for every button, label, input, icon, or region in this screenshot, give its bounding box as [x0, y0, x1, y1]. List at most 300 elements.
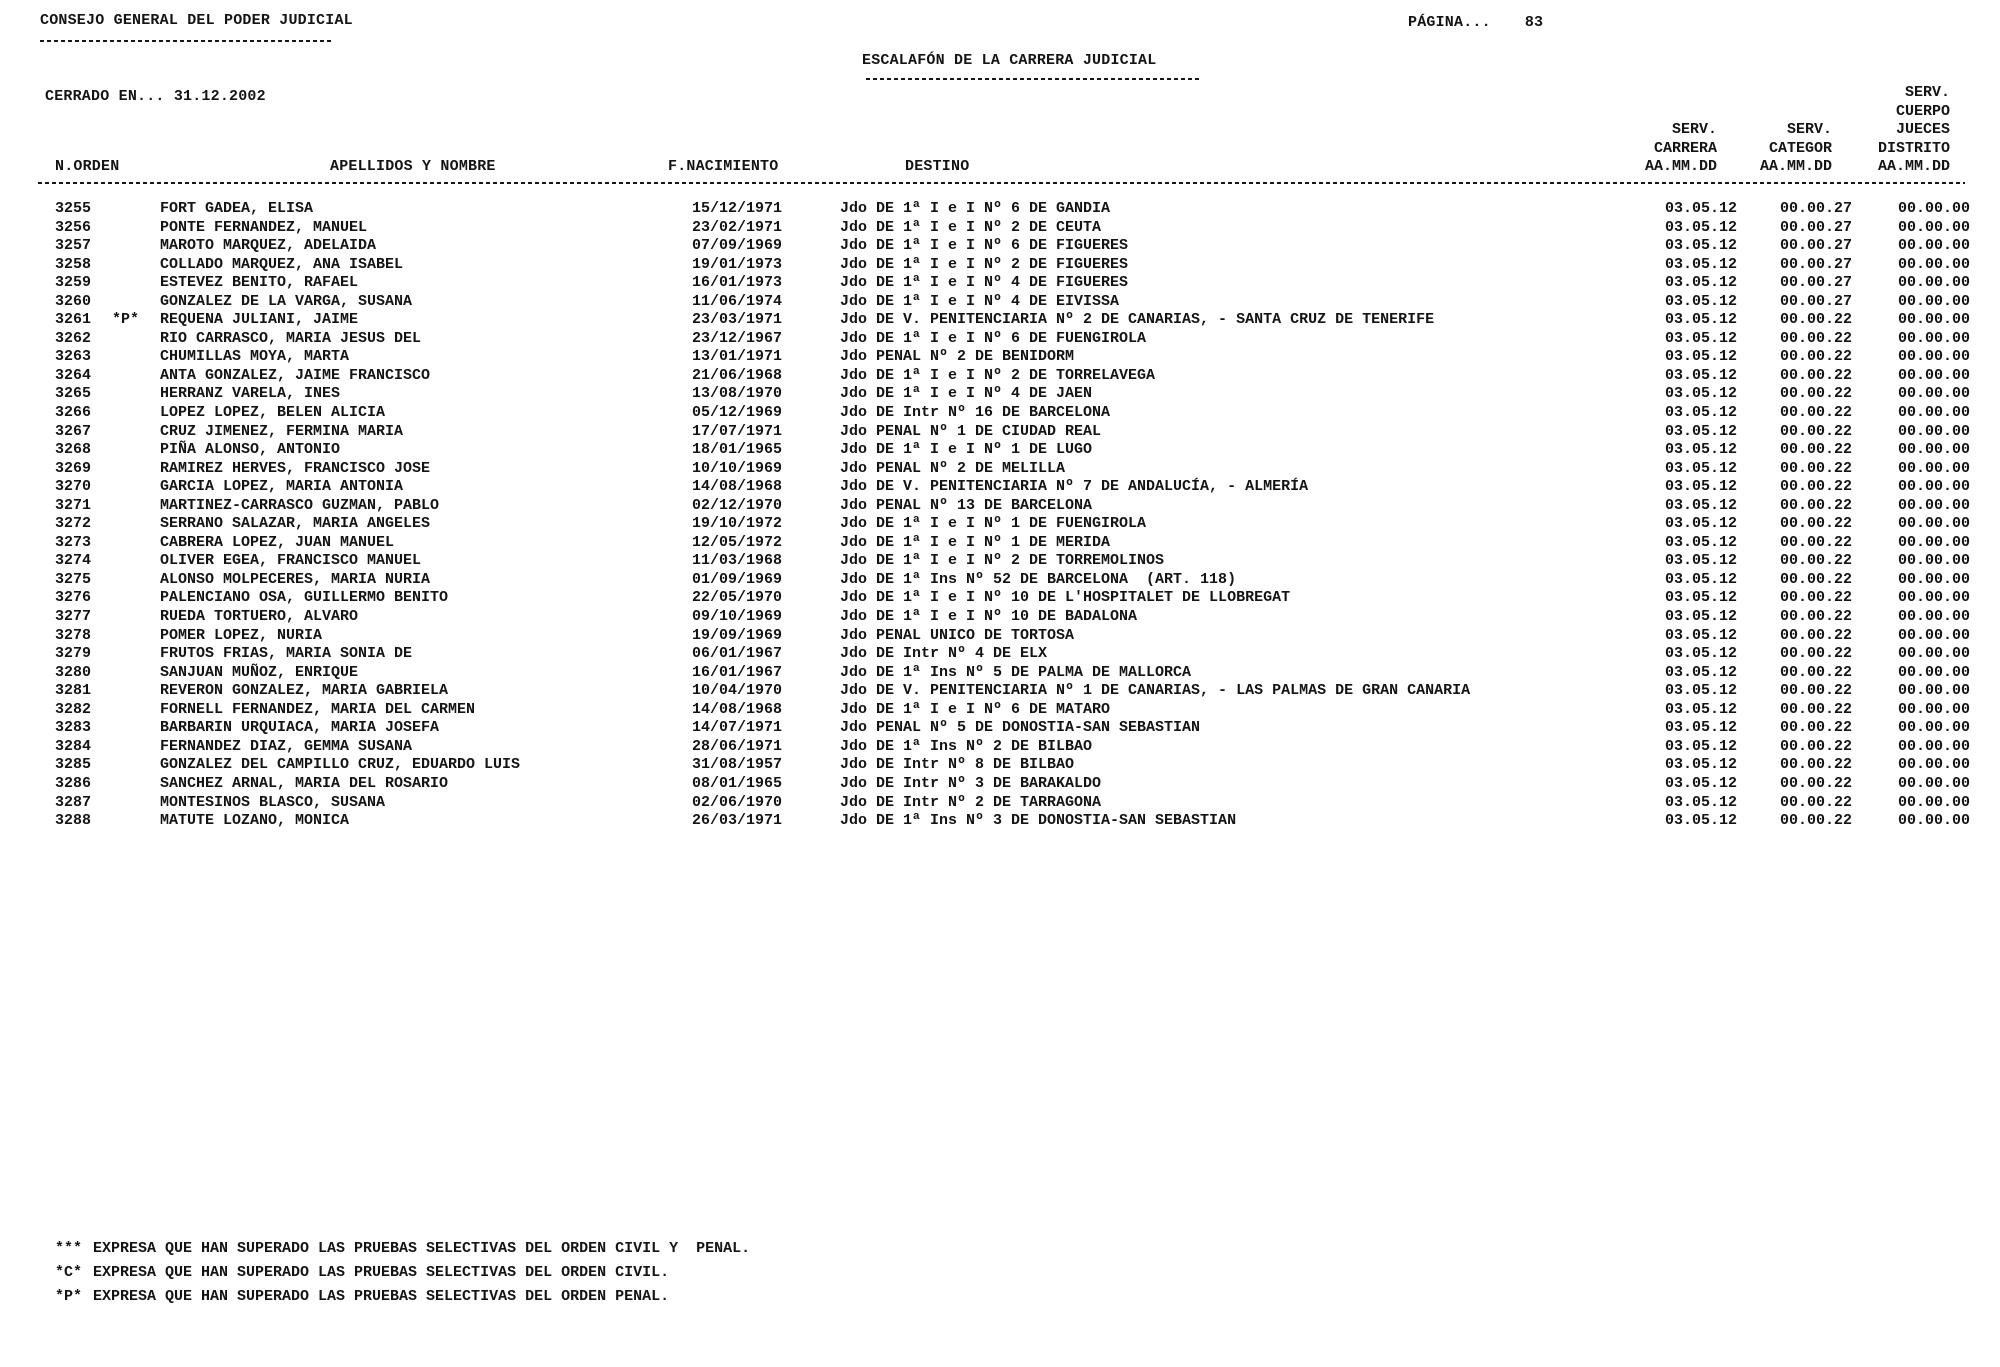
cell-n-orden: 3267: [55, 422, 92, 440]
cell-serv-distrito: 00.00.00: [1897, 441, 1970, 459]
cell-f-nacimiento: 01/09/1969: [692, 570, 783, 588]
cell-serv-carrera: 03.05.12: [1664, 366, 1737, 384]
cell-apellidos-y-nombre: POMER LOPEZ, NURIA: [160, 626, 323, 644]
cell-selectivas-mark: *P*: [112, 311, 140, 329]
cell-f-nacimiento: 07/09/1969: [692, 237, 783, 255]
cell-f-nacimiento: 16/01/1967: [692, 663, 783, 681]
cell-serv-categor: 00.00.22: [1779, 422, 1852, 440]
cell-serv-distrito: 00.00.00: [1897, 756, 1970, 774]
table-row: [0, 237, 2000, 256]
cell-destino: Jdo PENAL Nº 5 DE DONOSTIA-SAN SEBASTIAN: [840, 719, 1201, 737]
cell-f-nacimiento: 08/01/1965: [692, 774, 783, 792]
cell-apellidos-y-nombre: MATUTE LOZANO, MONICA: [160, 812, 350, 830]
cell-serv-distrito: 00.00.00: [1897, 311, 1970, 329]
cell-serv-distrito: 00.00.00: [1897, 404, 1970, 422]
document-title-underline: [866, 78, 1200, 80]
cell-serv-carrera: 03.05.12: [1664, 237, 1737, 255]
table-row: [0, 478, 2000, 497]
cell-n-orden: 3260: [55, 292, 92, 310]
table-row: [0, 608, 2000, 627]
table-row: [0, 441, 2000, 460]
cell-serv-carrera: 03.05.12: [1664, 478, 1737, 496]
cell-f-nacimiento: 21/06/1968: [692, 366, 783, 384]
cell-apellidos-y-nombre: CRUZ JIMENEZ, FERMINA MARIA: [160, 422, 404, 440]
table-row: [0, 701, 2000, 720]
cell-n-orden: 3271: [55, 496, 92, 514]
column-header-serv-cuerpo-jueces-distrito: [1850, 84, 1950, 177]
cell-serv-categor: 00.00.22: [1779, 774, 1852, 792]
table-row: [0, 812, 2000, 831]
cell-n-orden: 3265: [55, 385, 92, 403]
cell-apellidos-y-nombre: GARCIA LOPEZ, MARIA ANTONIA: [160, 478, 404, 496]
cell-apellidos-y-nombre: GONZALEZ DE LA VARGA, SUSANA: [160, 292, 413, 310]
cell-serv-categor: 00.00.22: [1779, 570, 1852, 588]
cell-serv-distrito: 00.00.00: [1897, 329, 1970, 347]
column-header-line: CATEGOR: [1768, 139, 1832, 157]
cell-serv-categor: 00.00.22: [1779, 404, 1852, 422]
cell-serv-categor: 00.00.22: [1779, 589, 1852, 607]
cell-apellidos-y-nombre: MARTINEZ-CARRASCO GUZMAN, PABLO: [160, 496, 440, 514]
cell-n-orden: 3280: [55, 663, 92, 681]
cell-f-nacimiento: 28/06/1971: [692, 737, 783, 755]
cell-n-orden: 3275: [55, 570, 92, 588]
cell-serv-distrito: 00.00.00: [1897, 570, 1970, 588]
cell-destino: Jdo DE 1ª I e I Nº 2 DE CEUTA: [840, 218, 1102, 236]
cell-apellidos-y-nombre: FORT GADEA, ELISA: [160, 200, 314, 217]
cell-f-nacimiento: 26/03/1971: [692, 812, 783, 830]
cell-serv-carrera: 03.05.12: [1664, 645, 1737, 663]
cell-apellidos-y-nombre: PONTE FERNANDEZ, MANUEL: [160, 218, 368, 236]
cell-serv-carrera: 03.05.12: [1664, 533, 1737, 551]
cell-serv-carrera: 03.05.12: [1664, 459, 1737, 477]
legend-code: ***: [55, 1240, 83, 1257]
table-row: [0, 460, 2000, 479]
cell-destino: Jdo DE 1ª Ins Nº 5 DE PALMA DE MALLORCA: [840, 663, 1192, 681]
cell-serv-categor: 00.00.22: [1779, 441, 1852, 459]
cell-serv-carrera: 03.05.12: [1664, 682, 1737, 700]
cell-destino: Jdo DE 1ª I e I Nº 4 DE JAEN: [840, 385, 1093, 403]
cell-serv-carrera: 03.05.12: [1664, 311, 1737, 329]
cell-serv-distrito: 00.00.00: [1897, 719, 1970, 737]
cell-destino: Jdo DE Intr Nº 4 DE ELX: [840, 645, 1048, 663]
cell-serv-carrera: 03.05.12: [1664, 404, 1737, 422]
cell-apellidos-y-nombre: PIÑA ALONSO, ANTONIO: [160, 441, 341, 459]
cell-destino: Jdo DE V. PENITENCIARIA Nº 2 DE CANARIAS, - SANTA CRUZ DE TENERIFE: [840, 311, 1435, 329]
table-row: [0, 664, 2000, 683]
table-row: [0, 571, 2000, 590]
cell-apellidos-y-nombre: ESTEVEZ BENITO, RAFAEL: [160, 274, 359, 292]
table-row: [0, 404, 2000, 423]
cell-f-nacimiento: 02/06/1970: [692, 793, 783, 811]
table-row: [0, 627, 2000, 646]
cell-serv-categor: 00.00.22: [1779, 608, 1852, 626]
table-row: [0, 552, 2000, 571]
table-row: [0, 775, 2000, 794]
table-row: [0, 311, 2000, 330]
legend-row: [0, 1264, 2000, 1288]
cell-n-orden: 3268: [55, 441, 92, 459]
cell-n-orden: 3272: [55, 515, 92, 533]
cell-n-orden: 3274: [55, 552, 92, 570]
cell-serv-carrera: 03.05.12: [1664, 700, 1737, 718]
table-row: [0, 423, 2000, 442]
legend-row: [0, 1288, 2000, 1312]
cell-f-nacimiento: 13/01/1971: [692, 348, 783, 366]
page-number: 83: [1524, 14, 1544, 31]
cell-serv-categor: 00.00.22: [1779, 645, 1852, 663]
cell-n-orden: 3258: [55, 255, 92, 273]
column-header-n-orden: N.ORDEN: [55, 158, 120, 175]
cell-serv-categor: 00.00.22: [1779, 533, 1852, 551]
cell-n-orden: 3283: [55, 719, 92, 737]
cell-apellidos-y-nombre: FERNANDEZ DIAZ, GEMMA SUSANA: [160, 737, 413, 755]
table-row: [0, 794, 2000, 813]
cell-serv-distrito: 00.00.00: [1897, 459, 1970, 477]
cell-f-nacimiento: 14/08/1968: [692, 700, 783, 718]
cell-f-nacimiento: 02/12/1970: [692, 496, 783, 514]
cell-n-orden: 3264: [55, 366, 92, 384]
cell-destino: Jdo DE 1ª I e I Nº 1 DE LUGO: [840, 441, 1093, 459]
cell-n-orden: 3288: [55, 812, 92, 830]
cell-serv-categor: 00.00.27: [1779, 255, 1852, 273]
cell-destino: Jdo DE 1ª I e I Nº 10 DE L'HOSPITALET DE LLOBREGAT: [840, 589, 1291, 607]
cell-destino: Jdo PENAL UNICO DE TORTOSA: [840, 626, 1075, 644]
cell-serv-distrito: 00.00.00: [1897, 237, 1970, 255]
cell-serv-distrito: 00.00.00: [1897, 422, 1970, 440]
cell-apellidos-y-nombre: FORNELL FERNANDEZ, MARIA DEL CARMEN: [160, 700, 476, 718]
cell-serv-categor: 00.00.22: [1779, 626, 1852, 644]
cell-apellidos-y-nombre: CHUMILLAS MOYA, MARTA: [160, 348, 350, 366]
cell-f-nacimiento: 10/10/1969: [692, 459, 783, 477]
cell-f-nacimiento: 18/01/1965: [692, 441, 783, 459]
cell-destino: Jdo PENAL Nº 2 DE MELILLA: [840, 459, 1066, 477]
cell-apellidos-y-nombre: RIO CARRASCO, MARIA JESUS DEL: [160, 329, 422, 347]
legend-text: EXPRESA QUE HAN SUPERADO LAS PRUEBAS SELECTIVAS DEL ORDEN CIVIL Y PENAL.: [93, 1240, 751, 1257]
cell-serv-categor: 00.00.22: [1779, 756, 1852, 774]
cell-n-orden: 3263: [55, 348, 92, 366]
cell-n-orden: 3282: [55, 700, 92, 718]
cell-f-nacimiento: 15/12/1971: [692, 200, 783, 217]
cell-serv-carrera: 03.05.12: [1664, 274, 1737, 292]
column-header-line: JUECES: [1895, 121, 1950, 138]
cell-n-orden: 3270: [55, 478, 92, 496]
column-header-line: SERV.: [1904, 84, 1950, 101]
cell-destino: Jdo DE 1ª I e I Nº 4 DE FIGUERES: [840, 274, 1129, 292]
cell-n-orden: 3257: [55, 237, 92, 255]
cell-serv-carrera: 03.05.12: [1664, 812, 1737, 830]
cell-serv-distrito: 00.00.00: [1897, 663, 1970, 681]
cell-serv-categor: 00.00.22: [1779, 552, 1852, 570]
cell-n-orden: 3273: [55, 533, 92, 551]
cell-f-nacimiento: 10/04/1970: [692, 682, 783, 700]
cell-destino: Jdo DE 1ª I e I Nº 6 DE FUENGIROLA: [840, 329, 1147, 347]
cell-apellidos-y-nombre: BARBARIN URQUIACA, MARIA JOSEFA: [160, 719, 440, 737]
cell-serv-distrito: 00.00.00: [1897, 533, 1970, 551]
table-row: [0, 348, 2000, 367]
cell-destino: Jdo PENAL Nº 13 DE BARCELONA: [840, 496, 1093, 514]
cell-destino: Jdo DE 1ª I e I Nº 10 DE BADALONA: [840, 608, 1138, 626]
cell-destino: Jdo DE Intr Nº 16 DE BARCELONA: [840, 404, 1111, 422]
cell-f-nacimiento: 09/10/1969: [692, 608, 783, 626]
legend: [0, 1240, 2000, 1312]
cell-destino: Jdo DE 1ª Ins Nº 3 DE DONOSTIA-SAN SEBASTIAN: [840, 812, 1237, 830]
cell-serv-carrera: 03.05.12: [1664, 663, 1737, 681]
table-row: [0, 738, 2000, 757]
cell-f-nacimiento: 23/03/1971: [692, 311, 783, 329]
cell-f-nacimiento: 13/08/1970: [692, 385, 783, 403]
cell-serv-carrera: 03.05.12: [1664, 589, 1737, 607]
cell-destino: Jdo DE Intr Nº 8 DE BILBAO: [840, 756, 1075, 774]
legend-text: EXPRESA QUE HAN SUPERADO LAS PRUEBAS SELECTIVAS DEL ORDEN CIVIL.: [93, 1264, 670, 1281]
cell-serv-carrera: 03.05.12: [1664, 496, 1737, 514]
cell-f-nacimiento: 31/08/1957: [692, 756, 783, 774]
cell-serv-distrito: 00.00.00: [1897, 515, 1970, 533]
cell-serv-distrito: 00.00.00: [1897, 218, 1970, 236]
cell-n-orden: 3277: [55, 608, 92, 626]
cell-f-nacimiento: 19/01/1973: [692, 255, 783, 273]
cell-destino: Jdo DE Intr Nº 3 DE BARAKALDO: [840, 774, 1102, 792]
cell-serv-categor: 00.00.22: [1779, 682, 1852, 700]
cell-serv-carrera: 03.05.12: [1664, 626, 1737, 644]
cell-apellidos-y-nombre: CABRERA LOPEZ, JUAN MANUEL: [160, 533, 395, 551]
cell-destino: Jdo DE Intr Nº 2 DE TARRAGONA: [840, 793, 1102, 811]
cell-apellidos-y-nombre: ANTA GONZALEZ, JAIME FRANCISCO: [160, 366, 431, 384]
cell-f-nacimiento: 06/01/1967: [692, 645, 783, 663]
cell-serv-distrito: 00.00.00: [1897, 385, 1970, 403]
cell-destino: Jdo DE 1ª I e I Nº 1 DE FUENGIROLA: [840, 515, 1147, 533]
column-header-line: DISTRITO: [1877, 139, 1950, 157]
cell-serv-carrera: 03.05.12: [1664, 756, 1737, 774]
closed-date-line: CERRADO EN... 31.12.2002: [45, 88, 266, 105]
cell-apellidos-y-nombre: ALONSO MOLPECERES, MARIA NURIA: [160, 570, 431, 588]
table-body: [0, 200, 2000, 831]
cell-apellidos-y-nombre: LOPEZ LOPEZ, BELEN ALICIA: [160, 404, 386, 422]
cell-serv-categor: 00.00.27: [1779, 218, 1852, 236]
cell-f-nacimiento: 17/07/1971: [692, 422, 783, 440]
cell-apellidos-y-nombre: FRUTOS FRIAS, MARIA SONIA DE: [160, 645, 413, 663]
cell-serv-categor: 00.00.22: [1779, 366, 1852, 384]
table-row: [0, 367, 2000, 386]
cell-destino: Jdo DE 1ª I e I Nº 2 DE TORREMOLINOS: [840, 552, 1165, 570]
page-number-line: [1408, 14, 1543, 31]
cell-serv-distrito: 00.00.00: [1897, 737, 1970, 755]
cell-serv-carrera: 03.05.12: [1664, 422, 1737, 440]
cell-n-orden: 3287: [55, 793, 92, 811]
cell-serv-distrito: 00.00.00: [1897, 608, 1970, 626]
cell-serv-categor: 00.00.22: [1779, 311, 1852, 329]
cell-serv-carrera: 03.05.12: [1664, 329, 1737, 347]
cell-serv-distrito: 00.00.00: [1897, 478, 1970, 496]
cell-destino: Jdo DE 1ª I e I Nº 6 DE GANDIA: [840, 200, 1111, 217]
organization-title: CONSEJO GENERAL DEL PODER JUDICIAL: [40, 12, 353, 29]
cell-f-nacimiento: 11/03/1968: [692, 552, 783, 570]
cell-destino: Jdo DE 1ª I e I Nº 1 DE MERIDA: [840, 533, 1111, 551]
cell-apellidos-y-nombre: MONTESINOS BLASCO, SUSANA: [160, 793, 386, 811]
cell-f-nacimiento: 16/01/1973: [692, 274, 783, 292]
column-header-line: AA.MM.DD: [1644, 158, 1717, 175]
cell-apellidos-y-nombre: COLLADO MARQUEZ, ANA ISABEL: [160, 255, 404, 273]
cell-serv-categor: 00.00.22: [1779, 700, 1852, 718]
cell-serv-categor: 00.00.22: [1779, 385, 1852, 403]
cell-serv-distrito: 00.00.00: [1897, 589, 1970, 607]
cell-apellidos-y-nombre: SANCHEZ ARNAL, MARIA DEL ROSARIO: [160, 774, 449, 792]
cell-serv-categor: 00.00.22: [1779, 348, 1852, 366]
column-header-serv-carrera: [1617, 121, 1717, 177]
cell-serv-carrera: 03.05.12: [1664, 348, 1737, 366]
cell-serv-distrito: 00.00.00: [1897, 348, 1970, 366]
cell-serv-categor: 00.00.22: [1779, 663, 1852, 681]
table-row: [0, 385, 2000, 404]
cell-destino: Jdo PENAL Nº 2 DE BENIDORM: [840, 348, 1075, 366]
cell-apellidos-y-nombre: MAROTO MARQUEZ, ADELAIDA: [160, 237, 377, 255]
column-header-line: AA.MM.DD: [1759, 158, 1832, 175]
cell-n-orden: 3262: [55, 329, 92, 347]
column-header-line: AA.MM.DD: [1877, 158, 1950, 175]
cell-destino: Jdo DE 1ª I e I Nº 2 DE TORRELAVEGA: [840, 366, 1156, 384]
cell-f-nacimiento: 14/07/1971: [692, 719, 783, 737]
cell-f-nacimiento: 22/05/1970: [692, 589, 783, 607]
cell-f-nacimiento: 05/12/1969: [692, 404, 783, 422]
cell-serv-distrito: 00.00.00: [1897, 700, 1970, 718]
cell-apellidos-y-nombre: PALENCIANO OSA, GUILLERMO BENITO: [160, 589, 449, 607]
cell-destino: Jdo DE 1ª Ins Nº 2 DE BILBAO: [840, 737, 1093, 755]
organization-underline: [40, 40, 332, 42]
cell-serv-distrito: 00.00.00: [1897, 255, 1970, 273]
cell-destino: Jdo DE 1ª I e I Nº 6 DE FIGUERES: [840, 237, 1129, 255]
column-header-apellidos-y-nombre: APELLIDOS Y NOMBRE: [330, 158, 496, 175]
cell-serv-categor: 00.00.22: [1779, 793, 1852, 811]
cell-serv-categor: 00.00.22: [1779, 496, 1852, 514]
cell-destino: Jdo DE V. PENITENCIARIA Nº 7 DE ANDALUCÍA, - ALMERÍA: [840, 478, 1309, 496]
column-header-f-nacimiento: F.NACIMIENTO: [668, 158, 779, 175]
cell-serv-categor: 00.00.22: [1779, 812, 1852, 830]
table-row: [0, 293, 2000, 312]
cell-destino: Jdo DE 1ª I e I Nº 6 DE MATARO: [840, 700, 1111, 718]
table-row: [0, 330, 2000, 349]
table-row: [0, 534, 2000, 553]
column-header-serv-categor: [1732, 121, 1832, 177]
table-row: [0, 756, 2000, 775]
cell-serv-categor: 00.00.22: [1779, 719, 1852, 737]
cell-serv-carrera: 03.05.12: [1664, 570, 1737, 588]
cell-serv-distrito: 00.00.00: [1897, 292, 1970, 310]
cell-serv-categor: 00.00.22: [1779, 459, 1852, 477]
cell-serv-categor: 00.00.22: [1779, 329, 1852, 347]
cell-f-nacimiento: 23/02/1971: [692, 218, 783, 236]
cell-serv-distrito: 00.00.00: [1897, 793, 1970, 811]
cell-n-orden: 3279: [55, 645, 92, 663]
column-header-line: CUERPO: [1895, 102, 1950, 120]
cell-apellidos-y-nombre: REQUENA JULIANI, JAIME: [160, 311, 359, 329]
cell-destino: Jdo DE 1ª Ins Nº 52 DE BARCELONA (ART. 118): [840, 570, 1237, 588]
table-row: [0, 256, 2000, 275]
legend-row: [0, 1240, 2000, 1264]
cell-apellidos-y-nombre: OLIVER EGEA, FRANCISCO MANUEL: [160, 552, 422, 570]
cell-serv-distrito: 00.00.00: [1897, 774, 1970, 792]
cell-serv-carrera: 03.05.12: [1664, 292, 1737, 310]
cell-destino: Jdo PENAL Nº 1 DE CIUDAD REAL: [840, 422, 1102, 440]
cell-serv-categor: 00.00.22: [1779, 478, 1852, 496]
cell-apellidos-y-nombre: GONZALEZ DEL CAMPILLO CRUZ, EDUARDO LUIS: [160, 756, 521, 774]
cell-apellidos-y-nombre: REVERON GONZALEZ, MARIA GABRIELA: [160, 682, 449, 700]
cell-serv-distrito: 00.00.00: [1897, 200, 1970, 217]
legend-text: EXPRESA QUE HAN SUPERADO LAS PRUEBAS SELECTIVAS DEL ORDEN PENAL.: [93, 1288, 670, 1305]
cell-n-orden: 3259: [55, 274, 92, 292]
cell-serv-categor: 00.00.22: [1779, 515, 1852, 533]
cell-serv-categor: 00.00.27: [1779, 237, 1852, 255]
cell-n-orden: 3276: [55, 589, 92, 607]
cell-serv-distrito: 00.00.00: [1897, 645, 1970, 663]
cell-apellidos-y-nombre: SERRANO SALAZAR, MARIA ANGELES: [160, 515, 431, 533]
cell-serv-carrera: 03.05.12: [1664, 200, 1737, 217]
column-header-line: SERV.: [1671, 121, 1717, 138]
cell-n-orden: 3285: [55, 756, 92, 774]
cell-f-nacimiento: 14/08/1968: [692, 478, 783, 496]
table-row: [0, 219, 2000, 238]
table-row: [0, 515, 2000, 534]
cell-n-orden: 3286: [55, 774, 92, 792]
table-row: [0, 497, 2000, 516]
cell-f-nacimiento: 11/06/1974: [692, 292, 783, 310]
document-title: ESCALAFÓN DE LA CARRERA JUDICIAL: [862, 52, 1157, 69]
cell-n-orden: 3255: [55, 200, 92, 217]
cell-apellidos-y-nombre: RAMIREZ HERVES, FRANCISCO JOSE: [160, 459, 431, 477]
cell-serv-distrito: 00.00.00: [1897, 274, 1970, 292]
cell-serv-distrito: 00.00.00: [1897, 812, 1970, 830]
cell-apellidos-y-nombre: SANJUAN MUÑOZ, ENRIQUE: [160, 663, 359, 681]
cell-serv-distrito: 00.00.00: [1897, 626, 1970, 644]
cell-apellidos-y-nombre: HERRANZ VARELA, INES: [160, 385, 341, 403]
column-header-line: CARRERA: [1653, 139, 1717, 157]
cell-serv-carrera: 03.05.12: [1664, 774, 1737, 792]
cell-serv-distrito: 00.00.00: [1897, 366, 1970, 384]
cell-f-nacimiento: 23/12/1967: [692, 329, 783, 347]
page-label: PÁGINA...: [1408, 14, 1491, 31]
legend-code: *P*: [55, 1288, 83, 1305]
cell-serv-categor: 00.00.27: [1779, 200, 1852, 217]
cell-serv-categor: 00.00.27: [1779, 274, 1852, 292]
table-row: [0, 274, 2000, 293]
header-separator-line: [38, 182, 1965, 184]
cell-destino: Jdo DE 1ª I e I Nº 2 DE FIGUERES: [840, 255, 1129, 273]
column-header-line: SERV.: [1786, 121, 1832, 138]
cell-serv-distrito: 00.00.00: [1897, 682, 1970, 700]
cell-destino: Jdo DE 1ª I e I Nº 4 DE EIVISSA: [840, 292, 1120, 310]
cell-serv-carrera: 03.05.12: [1664, 385, 1737, 403]
cell-f-nacimiento: 19/09/1969: [692, 626, 783, 644]
table-row: [0, 719, 2000, 738]
cell-serv-distrito: 00.00.00: [1897, 496, 1970, 514]
cell-n-orden: 3256: [55, 218, 92, 236]
cell-f-nacimiento: 12/05/1972: [692, 533, 783, 551]
cell-serv-categor: 00.00.22: [1779, 737, 1852, 755]
table-row: [0, 589, 2000, 608]
column-header-destino: DESTINO: [905, 158, 970, 175]
cell-serv-carrera: 03.05.12: [1664, 737, 1737, 755]
cell-n-orden: 3284: [55, 737, 92, 755]
cell-serv-carrera: 03.05.12: [1664, 608, 1737, 626]
cell-serv-categor: 00.00.27: [1779, 292, 1852, 310]
table-row: [0, 645, 2000, 664]
cell-serv-carrera: 03.05.12: [1664, 719, 1737, 737]
legend-code: *C*: [55, 1264, 83, 1281]
cell-n-orden: 3278: [55, 626, 92, 644]
table-row: [0, 200, 2000, 219]
cell-n-orden: 3269: [55, 459, 92, 477]
cell-serv-carrera: 03.05.12: [1664, 441, 1737, 459]
cell-n-orden: 3261: [55, 311, 92, 329]
cell-serv-carrera: 03.05.12: [1664, 255, 1737, 273]
